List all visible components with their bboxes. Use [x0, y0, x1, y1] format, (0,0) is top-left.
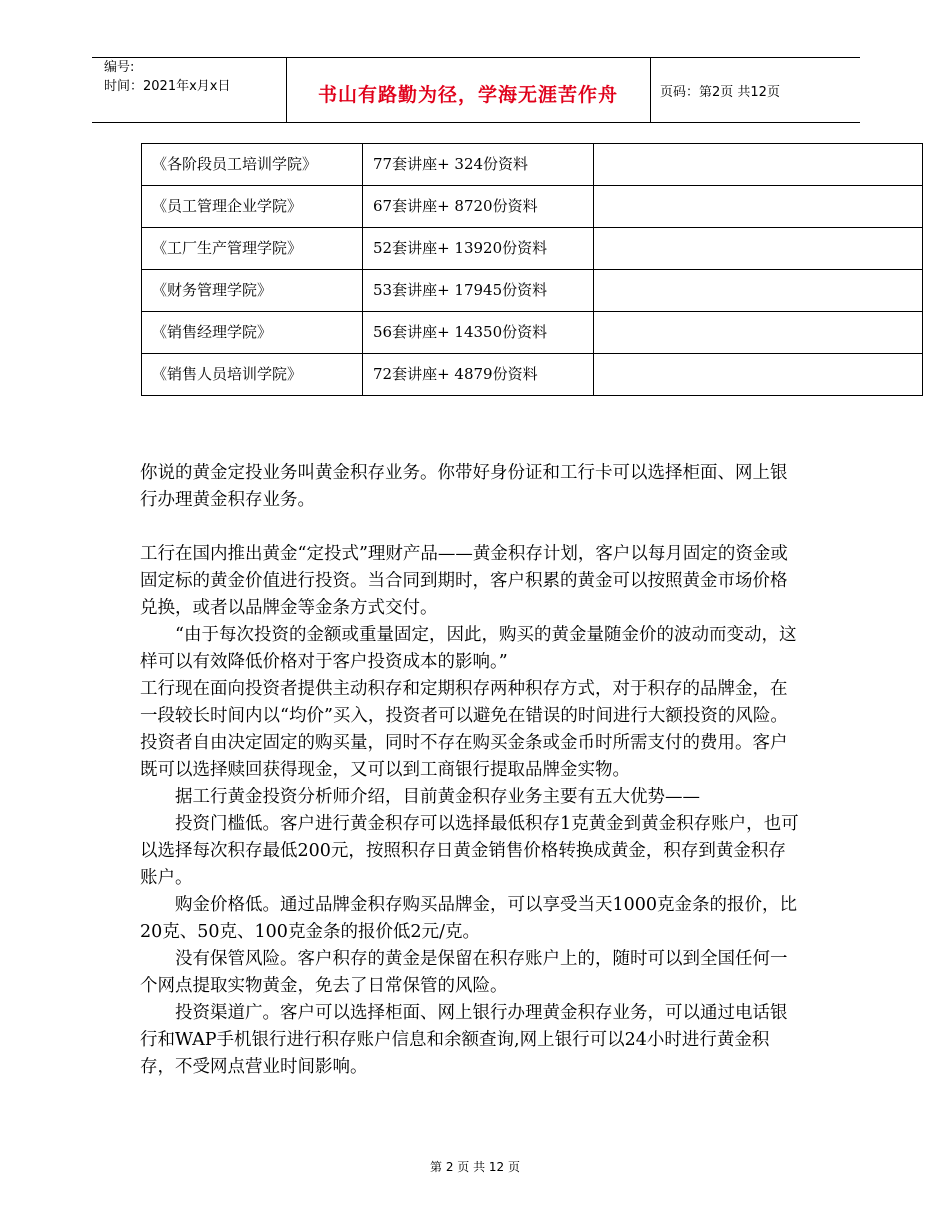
- table-row: [142, 270, 923, 312]
- table-cell-content: 52套讲座+ 13920份资料: [363, 228, 594, 270]
- table-cell-note: [594, 270, 923, 312]
- table-row: [142, 312, 923, 354]
- paragraph-methods: 工行现在面向投资者提供主动积存和定期积存两种积存方式，对于积存的品牌金，在一段较长时间内以“均价”买入，投资者可以避免在错误的时间进行大额投资的风险。投资者自由决定固定的购买量，同时不存在购买金条或金币时所需支付的费用。客户既可以选择赎回获得现金，又可以到工商银行提取品牌金实物。: [140, 679, 788, 780]
- table-cell-content: 53套讲座+ 17945份资料: [363, 270, 594, 312]
- table-cell-name: 《财务管理学院》: [142, 270, 363, 312]
- header-divider-right: [650, 57, 651, 122]
- header-bottom-rule: [92, 122, 860, 123]
- header-number: 编号:: [104, 60, 135, 75]
- footer-page-number: 第 2 页 共 12 页: [430, 1160, 520, 1174]
- header-time: 时间：2021年x月x日: [104, 79, 231, 94]
- table-cell-note: [594, 228, 923, 270]
- header-meta: [104, 58, 230, 96]
- table-cell-name: 《各阶段员工培训学院》: [142, 144, 363, 186]
- paragraph-advantage-channels: 投资渠道广。客户可以选择柜面、网上银行办理黄金积存业务，可以通过电话银行和WAP手机银行进行积存账户信息和余额查询,网上银行可以24小时进行黄金积存，不受网点营业时间影响。: [140, 1003, 788, 1077]
- table-cell-note: [594, 186, 923, 228]
- table-cell-name: 《销售人员培训学院》: [142, 354, 363, 396]
- table-row: [142, 228, 923, 270]
- paragraph-advantages-intro: 据工行黄金投资分析师介绍，目前黄金积存业务主要有五大优势——: [175, 787, 700, 807]
- table-cell-note: [594, 312, 923, 354]
- table-cell-note: [594, 144, 923, 186]
- resource-table: [141, 143, 923, 396]
- paragraph-advantage-price: 购金价格低。通过品牌金积存购买品牌金，可以享受当天1000克金条的报价，比20克、50克、100克金条的报价低2元/克。: [140, 895, 798, 942]
- header-page-number: 页码：第2页 共12页: [660, 85, 780, 100]
- paragraph-spacer: [140, 514, 800, 541]
- table-cell-content: 72套讲座+ 4879份资料: [363, 354, 594, 396]
- table-row: [142, 354, 923, 396]
- table-cell-note: [594, 354, 923, 396]
- table-cell-content: 56套讲座+ 14350份资料: [363, 312, 594, 354]
- table-row: [142, 144, 923, 186]
- paragraph-advantage-threshold: 投资门槛低。客户进行黄金积存可以选择最低积存1克黄金到黄金积存账户，也可以选择每次积存最低200元，按照积存日黄金销售价格转换成黄金，积存到黄金积存账户。: [140, 814, 799, 888]
- header-motto: 书山有路勤为径，学海无涯苦作舟: [317, 84, 618, 106]
- table-row: [142, 186, 923, 228]
- paragraph-intro: 你说的黄金定投业务叫黄金积存业务。你带好身份证和工行卡可以选择柜面、网上银行办理黄金积存业务。: [140, 463, 788, 510]
- paragraph-quote: “由于每次投资的金额或重量固定，因此，购买的黄金量随金价的波动而变动，这样可以有效降低价格对于客户投资成本的影响。”: [140, 625, 797, 672]
- article-body: [140, 460, 800, 1081]
- table-cell-name: 《销售经理学院》: [142, 312, 363, 354]
- paragraph-advantage-custody: 没有保管风险。客户积存的黄金是保留在积存账户上的，随时可以到全国任何一个网点提取实物黄金，免去了日常保管的风险。: [140, 949, 788, 996]
- paragraph-plan: 工行在国内推出黄金“定投式”理财产品——黄金积存计划，客户以每月固定的资金或固定标的黄金价值进行投资。当合同到期时，客户积累的黄金可以按照黄金市场价格兑换，或者以品牌金等金条方式交付。: [140, 544, 788, 618]
- table-cell-name: 《工厂生产管理学院》: [142, 228, 363, 270]
- table-cell-content: 77套讲座+ 324份资料: [363, 144, 594, 186]
- table-cell-content: 67套讲座+ 8720份资料: [363, 186, 594, 228]
- table-cell-name: 《员工管理企业学院》: [142, 186, 363, 228]
